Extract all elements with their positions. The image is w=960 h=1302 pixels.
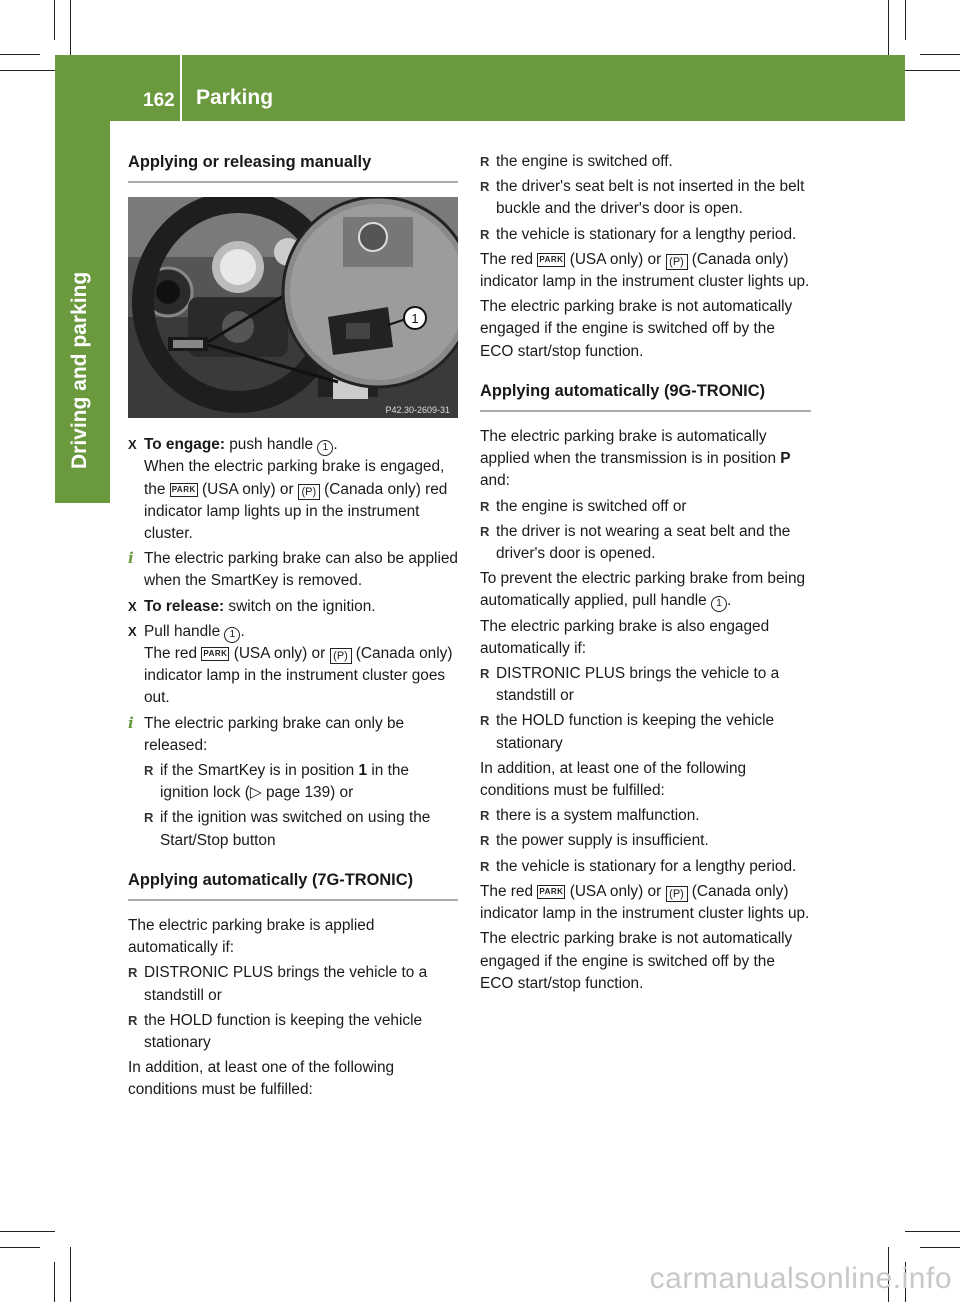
list-item: R the vehicle is stationary for a lengthy period. [480,856,811,878]
heading-7g-tronic: Applying automatically (7G-TRONIC) [128,869,458,901]
cockpit-photo [128,197,458,418]
paragraph-text: To prevent the electric parking brake from being automatically applied, pull handle [480,570,806,610]
pull-after: . [240,622,245,640]
callout-1: 1 [411,311,419,327]
info-icon: i [128,713,134,732]
pull-desc-a: The red [144,645,198,663]
park-icon: PARK [201,647,229,661]
info-icon: i [128,549,134,568]
list-item: R if the ignition was switched on using the Start/Stop button [144,807,458,851]
crop-mark [905,0,906,40]
position-value: P [780,450,791,468]
list-item-text: in the ignition lock ( [160,762,409,802]
list-item: R the vehicle is stationary for a lengthy period. [480,224,811,246]
list-item [144,760,458,804]
paragraph: The electric parking brake is also engaged automatically if: [480,617,770,657]
paragraph-text: (Canada only) indicator lamp in the instrument cluster lights up. [480,250,810,291]
paragraph-text: The red [480,882,534,900]
crop-mark [905,70,960,71]
step-engage [128,434,458,545]
crop-mark [70,0,71,55]
paragraph-text: The red [480,250,534,268]
crop-mark [0,1231,55,1232]
circle-1-icon: 1 [317,440,333,456]
paragraph: The electric parking brake is not automatically engaged if the engine is switched off by the ECO start/stop function. [480,930,793,992]
list-item: R the driver's seat belt is not inserted in the belt buckle and the driver's door is open. [480,176,811,220]
left-column [128,151,458,1105]
list-item: R the HOLD function is keeping the vehicle stationary [128,1010,458,1054]
paragraph: The electric parking brake is not automatically engaged if the engine is switched off by the ECO start/stop function. [480,298,793,360]
pull-desc-c: (Canada only) indicator lamp in the instrument cluster goes out. [144,645,453,707]
release-text: switch on the ignition. [228,597,376,615]
crop-mark [905,1231,960,1232]
paragraph [480,568,811,612]
info-note-2-list [128,760,458,852]
paragraph-text: and: [480,472,510,490]
crop-mark [54,1262,55,1302]
list-item-text: if the SmartKey is in position [160,762,355,780]
list-item: R the driver is not wearing a seat belt and the driver's door is opened. [480,521,811,565]
paragraph: In addition, at least one of the following conditions must be fulfilled: [480,759,747,800]
paragraph [480,249,811,293]
chapter-tab [55,121,110,503]
paragraph [480,426,811,493]
crop-mark [0,54,40,55]
crop-mark [0,70,55,71]
list-item: R the engine is switched off. [480,151,811,173]
paragraph: The electric parking brake is applied automatically if: [128,917,375,957]
paragraph-text: (USA only) or [569,882,662,900]
watermark: carmanualsonline.info [649,1262,952,1295]
pull-text: Pull handle [144,622,221,640]
release-label: To release: [144,597,225,615]
paragraph-text: The electric parking brake is automatically applied when the transmission is in position [480,428,777,468]
paragraph: In addition, at least one of the following conditions must be fulfilled: [128,1059,395,1099]
info-note-1 [128,548,458,592]
info-note-1-text: The electric parking brake can also be applied when the SmartKey is removed. [144,550,458,590]
crop-mark [888,0,889,55]
paragraph-text: . [727,592,732,610]
info-note-2 [128,713,458,757]
canada-brake-icon: (P) [666,886,688,902]
crop-mark [0,1247,40,1248]
page-number: 162 [143,90,175,111]
list-item: R DISTRONIC PLUS brings the vehicle to a standstill or [480,663,811,707]
header-divider [180,55,182,121]
canada-brake-icon: (P) [330,648,352,664]
crop-mark [920,54,960,55]
list-item: R the power supply is insufficient. [480,830,811,852]
info-note-2-text: The electric parking brake can only be released: [144,714,405,754]
canada-brake-icon: (P) [298,484,320,500]
section-title: Parking [196,86,274,109]
list-item: R the engine is switched off or [480,496,811,518]
cockpit-illustration [128,197,458,418]
paragraph-text: (Canada only) indicator lamp in the instrument cluster lights up. [480,882,810,923]
step-arrow-icon: X [128,623,137,639]
photo-code: P42.30-2609-31 [385,405,450,416]
circle-1-icon: 1 [224,627,240,643]
crop-mark [70,1247,71,1302]
engage-desc-c: (Canada only) red indicator lamp lights up in the instrument cluster. [144,480,448,543]
pull-desc-b: (USA only) or [233,645,326,663]
list-item: R there is a system malfunction. [480,805,811,827]
engage-desc-b: (USA only) or [202,480,294,498]
right-column [480,151,811,998]
paragraph-text: (USA only) or [569,250,662,268]
list-item: R DISTRONIC PLUS brings the vehicle to a standstill or [128,962,458,1006]
crop-mark [54,0,55,40]
step-pull [128,621,458,710]
step-arrow-icon: X [128,437,137,453]
park-icon: PARK [537,885,565,899]
list-item: R the HOLD function is keeping the vehicle stationary [480,710,811,754]
engage-text: push handle [229,436,314,454]
crop-mark [920,1247,960,1248]
engage-label: To engage: [144,436,225,454]
heading-9g-tronic: Applying automatically (9G-TRONIC) [480,380,811,412]
engage-desc-a: When the electric parking brake is engaged, the [144,458,445,498]
chapter-tab-label: Driving and parking [68,271,91,469]
engage-after: . [333,436,338,454]
park-icon: PARK [537,253,565,267]
ref-arrow-icon: ▷ [249,784,262,802]
canada-brake-icon: (P) [666,254,688,270]
circle-1-icon: 1 [711,596,727,612]
step-release [128,596,458,618]
heading-manual: Applying or releasing manually [128,151,458,183]
page-header [55,55,905,121]
park-icon: PARK [170,483,198,497]
step-arrow-icon: X [128,598,137,614]
position-value: 1 [358,762,368,780]
paragraph [480,881,811,925]
page-reference-link[interactable]: page 139) or [265,784,354,802]
